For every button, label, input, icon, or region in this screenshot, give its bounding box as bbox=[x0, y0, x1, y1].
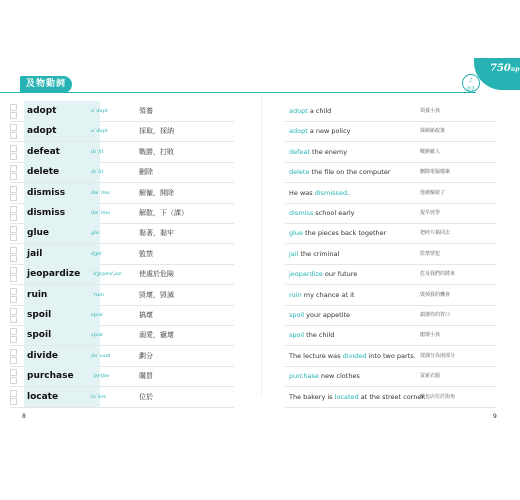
phonetic: `pɝtʃəs bbox=[91, 373, 110, 380]
vocab-row bbox=[10, 325, 234, 345]
example-sentence bbox=[289, 183, 349, 203]
sentence-pre: The lecture was bbox=[289, 351, 343, 360]
sentence-keyword: adopt bbox=[289, 127, 308, 136]
vocab-word: jail bbox=[24, 244, 100, 264]
example-row bbox=[285, 223, 497, 243]
section-tab: 及物動詞 bbox=[20, 76, 72, 93]
example-sentence bbox=[289, 346, 416, 366]
checkbox-icon[interactable] bbox=[10, 206, 17, 213]
vocab-row bbox=[10, 366, 234, 386]
checkbox-icon[interactable] bbox=[10, 255, 17, 262]
sentence-post: our future bbox=[322, 270, 358, 279]
level-label bbox=[490, 63, 519, 74]
example-row bbox=[285, 142, 497, 162]
meaning: 解散，下（課） bbox=[139, 209, 188, 217]
sentence-post: new clothes bbox=[318, 372, 360, 381]
sentence-post: the enemy bbox=[309, 147, 348, 156]
example-row bbox=[285, 325, 497, 345]
sentence-post: the child bbox=[304, 331, 335, 340]
sentence-keyword: dismiss bbox=[289, 209, 314, 217]
example-row bbox=[285, 101, 497, 121]
sentence-translation: 刪除電腦檔案 bbox=[420, 169, 451, 176]
example-sentence bbox=[289, 387, 426, 407]
checkbox-icon[interactable] bbox=[10, 336, 17, 343]
example-sentence bbox=[289, 162, 391, 182]
meaning: 領養 bbox=[139, 107, 153, 115]
sentence-keyword: defeat bbox=[289, 147, 310, 156]
sentence-post: the file on the computer bbox=[309, 168, 391, 177]
sentence-translation: 提早放學 bbox=[420, 210, 441, 216]
checkbox-icon[interactable] bbox=[10, 234, 17, 241]
checkbox-icon[interactable] bbox=[10, 369, 17, 376]
vocab-row bbox=[10, 183, 234, 203]
phonetic: dʒel bbox=[91, 250, 102, 257]
sentence-translation: 毀掉我的機會 bbox=[420, 291, 451, 298]
sentence-post: . bbox=[347, 188, 350, 197]
vocab-row bbox=[10, 162, 234, 182]
sentence-post: at the street corner. bbox=[358, 392, 426, 401]
example-sentence bbox=[289, 264, 357, 284]
audio-track-number: 07 bbox=[467, 86, 475, 93]
checkbox-icon[interactable] bbox=[10, 328, 17, 335]
example-row bbox=[285, 366, 497, 386]
vocab-row bbox=[10, 244, 234, 264]
sentence-keyword: delete bbox=[289, 168, 310, 177]
sentence-post: a child bbox=[307, 107, 332, 115]
example-row bbox=[285, 121, 497, 141]
checkbox-icon[interactable] bbox=[10, 390, 17, 397]
checkbox-icon[interactable] bbox=[10, 296, 17, 303]
checkbox-icon[interactable] bbox=[10, 112, 17, 119]
meaning: 購買 bbox=[139, 372, 153, 381]
example-sentence bbox=[289, 244, 339, 264]
sentence-translation: 搞壞你的胃口 bbox=[420, 312, 451, 318]
example-sentence bbox=[289, 305, 350, 325]
sentence-pre: He was bbox=[289, 188, 315, 197]
sentence-keyword: divided bbox=[342, 351, 367, 360]
sentence-translation: 監禁罪犯 bbox=[420, 250, 441, 257]
checkbox-icon[interactable] bbox=[10, 349, 17, 356]
vocab-word: jeopardize bbox=[24, 264, 100, 284]
checkbox-icon[interactable] bbox=[10, 124, 17, 131]
meaning: 刪除 bbox=[139, 168, 153, 177]
sentence-translation: 把碎片黏回去 bbox=[420, 230, 451, 237]
checkbox-icon[interactable] bbox=[10, 288, 17, 295]
sentence-pre: The bakery is bbox=[289, 392, 335, 401]
checkbox-icon[interactable] bbox=[10, 214, 17, 221]
header-rule bbox=[0, 92, 476, 93]
level-badge bbox=[462, 58, 520, 98]
sentence-keyword: jail bbox=[289, 249, 299, 258]
vocab-row bbox=[10, 121, 234, 141]
sentence-keyword: adopt bbox=[289, 107, 308, 115]
vocab-word: divide bbox=[24, 346, 100, 366]
sentence-translation: 授課分為兩部分 bbox=[420, 352, 456, 359]
level-suffix: up bbox=[510, 66, 520, 73]
sentence-translation: 採納新政策 bbox=[420, 128, 446, 135]
level-number: 750 bbox=[490, 63, 511, 74]
page-number-right: 9 bbox=[493, 413, 497, 420]
phonetic: `ruɪn bbox=[91, 291, 104, 298]
phonetic: spɔɪl bbox=[91, 332, 103, 339]
page-number-left: 8 bbox=[22, 413, 26, 420]
phonetic: glu bbox=[91, 230, 100, 237]
vocab-word: dismiss bbox=[24, 203, 100, 223]
meaning: 監禁 bbox=[139, 249, 153, 258]
example-row bbox=[285, 162, 497, 182]
example-row bbox=[285, 387, 497, 407]
sentence-translation: 危及我們的將來 bbox=[420, 271, 456, 278]
sentence-translation: 寵壞小孩 bbox=[420, 332, 441, 339]
vocab-word: dismiss bbox=[24, 183, 100, 203]
example-row bbox=[285, 305, 497, 325]
phonetic: dɪs`mɪs bbox=[91, 210, 110, 216]
checkbox-icon[interactable] bbox=[10, 153, 17, 160]
meaning: 劃分 bbox=[139, 351, 153, 360]
sentence-post: the pieces back together bbox=[303, 229, 387, 238]
vocab-word: adopt bbox=[24, 101, 100, 121]
phonetic: dɪ`lit bbox=[91, 169, 104, 176]
vocab-word: ruin bbox=[24, 285, 100, 305]
vocab-word: spoil bbox=[24, 305, 100, 325]
phonetic: ə`dapt bbox=[91, 128, 108, 135]
example-sentence bbox=[289, 325, 334, 345]
page-gutter bbox=[261, 95, 262, 395]
row-divider bbox=[285, 407, 497, 408]
example-sentence bbox=[289, 121, 351, 141]
checkbox-icon[interactable] bbox=[10, 267, 17, 274]
sentence-keyword: ruin bbox=[289, 290, 302, 299]
row-divider bbox=[10, 407, 234, 408]
sentence-keyword: glue bbox=[289, 229, 304, 238]
vocab-row bbox=[10, 387, 234, 407]
sentence-post: into two parts. bbox=[366, 351, 416, 360]
example-row bbox=[285, 285, 497, 305]
checkbox-icon[interactable] bbox=[10, 357, 17, 364]
checkbox-icon[interactable] bbox=[10, 275, 17, 282]
checkbox-icon[interactable] bbox=[10, 165, 17, 172]
vocab-row bbox=[10, 142, 234, 162]
checkbox-icon[interactable] bbox=[10, 132, 17, 139]
checkbox-icon[interactable] bbox=[10, 308, 17, 315]
checkbox-icon[interactable] bbox=[10, 173, 17, 180]
vocab-row bbox=[10, 305, 234, 325]
example-row bbox=[285, 203, 497, 223]
example-sentence bbox=[289, 285, 354, 305]
sentence-post: my chance at it bbox=[301, 290, 355, 299]
music-note-icon: ♪ bbox=[469, 77, 473, 84]
checkbox-icon[interactable] bbox=[10, 316, 17, 323]
sentence-translation: 領養小孩 bbox=[420, 108, 441, 114]
sentence-keyword: dismissed bbox=[314, 188, 348, 197]
example-row bbox=[285, 183, 497, 203]
sentence-post: a new policy bbox=[307, 127, 351, 136]
sentence-post: your appetite bbox=[304, 311, 350, 319]
meaning: 解僱，開除 bbox=[139, 188, 174, 197]
sentence-keyword: located bbox=[334, 392, 359, 401]
meaning: 黏著，黏牢 bbox=[139, 229, 174, 238]
vocab-row bbox=[10, 346, 234, 366]
checkbox-icon[interactable] bbox=[10, 377, 17, 384]
phonetic: spɔɪl bbox=[91, 312, 103, 318]
checkbox-icon[interactable] bbox=[10, 186, 17, 193]
sentence-translation: 買新衣服 bbox=[420, 373, 441, 380]
phonetic: lo`ket bbox=[91, 393, 107, 400]
checkbox-icon[interactable] bbox=[10, 398, 17, 405]
vocab-row bbox=[10, 223, 234, 243]
meaning: 溺愛，寵壞 bbox=[139, 331, 174, 340]
vocab-word: glue bbox=[24, 223, 100, 243]
meaning: 使處於危險 bbox=[139, 270, 174, 279]
vocab-row bbox=[10, 264, 234, 284]
checkbox-icon[interactable] bbox=[10, 145, 17, 152]
vocab-word: defeat bbox=[24, 142, 100, 162]
meaning: 戰勝，打敗 bbox=[139, 147, 174, 156]
vocab-word: spoil bbox=[24, 325, 100, 345]
sentence-translation: 他被解雇了 bbox=[420, 189, 446, 196]
meaning: 搞壞 bbox=[139, 311, 153, 319]
phonetic: də`vaɪd bbox=[91, 352, 111, 359]
audio-track-icon[interactable] bbox=[462, 74, 480, 92]
checkbox-icon[interactable] bbox=[10, 247, 17, 254]
meaning: 位於 bbox=[139, 392, 153, 401]
vocab-word: adopt bbox=[24, 121, 100, 141]
phonetic: dɪs`mɪs bbox=[91, 189, 110, 196]
vocab-word: delete bbox=[24, 162, 100, 182]
sentence-keyword: jeopardize bbox=[289, 270, 323, 279]
example-sentence bbox=[289, 223, 386, 243]
phonetic: dɪ`fit bbox=[91, 148, 104, 155]
example-sentence bbox=[289, 142, 347, 162]
checkbox-icon[interactable] bbox=[10, 104, 17, 111]
vocab-row bbox=[10, 203, 234, 223]
example-sentence bbox=[289, 366, 360, 386]
sentence-post: the criminal bbox=[298, 249, 340, 258]
example-sentence bbox=[289, 101, 331, 121]
vocab-row bbox=[10, 285, 234, 305]
meaning: 毀壞，毀滅 bbox=[139, 290, 174, 299]
example-sentence bbox=[289, 203, 355, 223]
sentence-keyword: purchase bbox=[289, 372, 319, 381]
sentence-post: school early bbox=[313, 209, 355, 217]
checkbox-icon[interactable] bbox=[10, 226, 17, 233]
checkbox-icon[interactable] bbox=[10, 194, 17, 201]
phonetic: ə`dapt bbox=[91, 108, 108, 114]
example-row bbox=[285, 346, 497, 366]
sentence-translation: 麵包店位於街角 bbox=[420, 393, 456, 400]
vocab-word: purchase bbox=[24, 366, 100, 386]
vocab-word: locate bbox=[24, 387, 100, 407]
vocab-row bbox=[10, 101, 234, 121]
example-row bbox=[285, 264, 497, 284]
sentence-keyword: spoil bbox=[289, 331, 305, 340]
sentence-translation: 戰勝敵人 bbox=[420, 148, 441, 155]
example-row bbox=[285, 244, 497, 264]
meaning: 採取，採納 bbox=[139, 127, 174, 136]
phonetic: `dʒɛpɚd͵aɪz bbox=[91, 271, 122, 278]
sentence-keyword: spoil bbox=[289, 311, 305, 319]
